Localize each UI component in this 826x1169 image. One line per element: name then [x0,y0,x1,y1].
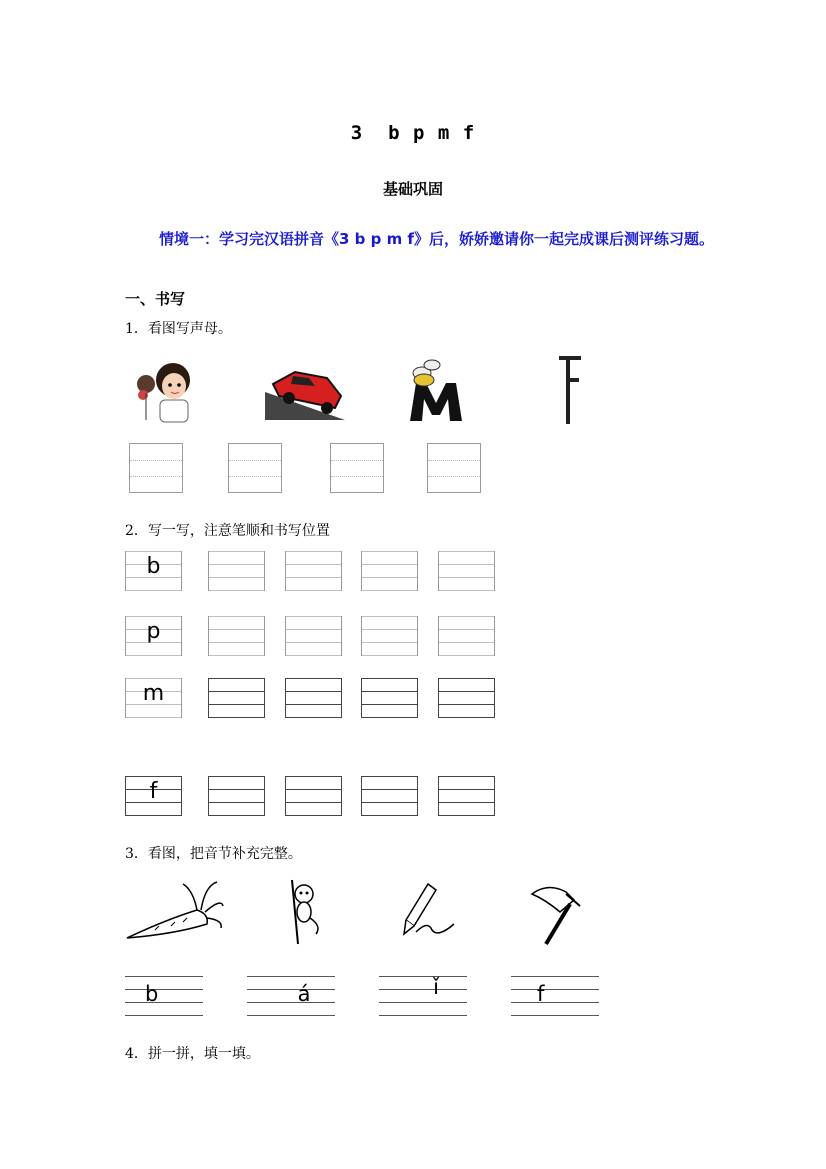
writing-grid[interactable] [285,551,342,591]
question-1: 1．看图写声母。 [125,321,232,337]
syllable-line[interactable] [511,976,599,1016]
girl-with-radio-icon [128,358,198,428]
writing-grid[interactable] [438,776,495,816]
writing-grid[interactable] [438,678,495,718]
example-letter: b [146,554,161,579]
section-subtitle: 基础巩固 [382,180,443,198]
writing-grid[interactable] [125,678,182,718]
radish-icon [125,880,225,942]
monkey-icon [278,878,328,946]
syllable-line[interactable] [247,976,335,1016]
question-3: 3．看图，把音节补充完整。 [125,846,302,862]
writing-grid[interactable] [125,551,182,591]
syllable-hint: b [145,982,159,1006]
example-letter: m [142,681,165,706]
writing-grid[interactable] [125,776,182,816]
syllable-hint: ǐ [433,975,439,999]
writing-grid[interactable] [208,776,265,816]
cane-icon [555,352,585,426]
answer-box[interactable] [228,443,282,493]
writing-grid[interactable] [438,616,495,656]
example-letter: f [149,779,158,804]
syllable-hint: á [297,982,311,1006]
writing-grid[interactable] [285,678,342,718]
writing-grid[interactable] [208,551,265,591]
syllable-hint: f [537,982,545,1006]
writing-grid[interactable] [361,776,418,816]
section-heading: 一、书写 [125,290,186,308]
axe-icon [530,882,585,948]
syllable-line[interactable] [125,976,203,1016]
answer-box[interactable] [427,443,481,493]
question-4: 4．拼一拼，填一填。 [125,1046,260,1062]
writing-grid[interactable] [208,616,265,656]
car-on-slope-icon [265,362,345,422]
writing-grid[interactable] [438,551,495,591]
example-letter: p [146,619,161,644]
page-title: 3 b p m f [350,122,476,144]
writing-grid[interactable] [285,776,342,816]
writing-grid[interactable] [285,616,342,656]
answer-box[interactable] [129,443,183,493]
writing-grid[interactable] [125,616,182,656]
bee-on-letter-m-icon [402,355,472,425]
answer-box[interactable] [330,443,384,493]
writing-grid[interactable] [361,678,418,718]
writing-grid[interactable] [361,616,418,656]
writing-grid[interactable] [361,551,418,591]
pencil-icon [398,880,458,942]
scenario-text: 情境一：学习完汉语拼音《3 b p m f》后，娇娇邀请你一起完成课后测评练习题。 [159,230,714,248]
question-2: 2．写一写，注意笔顺和书写位置 [125,523,330,539]
syllable-line[interactable] [379,976,467,1016]
writing-grid[interactable] [208,678,265,718]
